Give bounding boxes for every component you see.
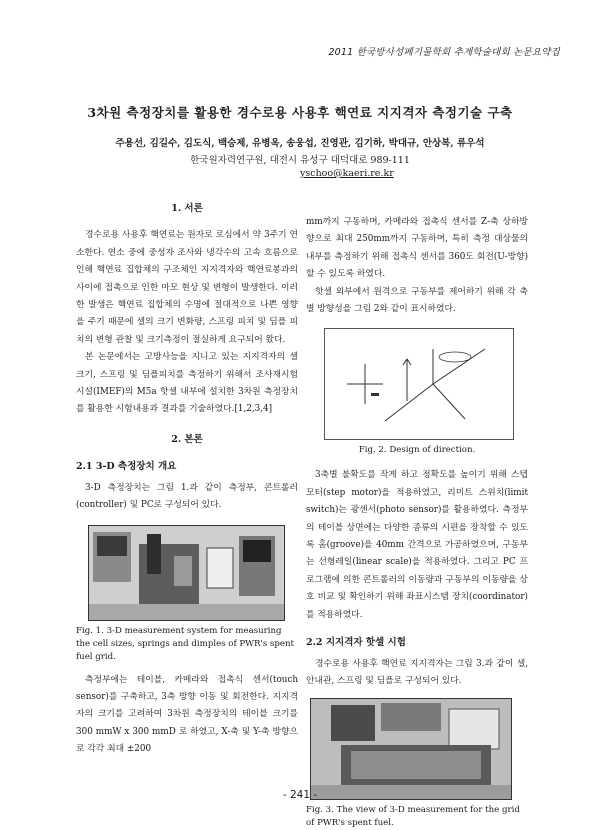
hotcell-grid-image <box>311 699 511 799</box>
grid-paragraph: 경수로용 사용후 핵연료 지지격자는 그림 3.과 같이 셀, 안내관, 스프링 및 딤플로 구성되어 있다. <box>306 658 528 686</box>
figure-3-photo <box>310 698 512 800</box>
left-column <box>76 196 298 759</box>
figure-1-photo <box>88 525 285 621</box>
proceedings-header: 2011 한국방사성폐기물학회 추계학술대회 논문요약집 <box>328 47 560 58</box>
author-list: 주용선, 김길수, 김도식, 백승제, 유병옥, 송웅섭, 진영관, 김기하, 박대규, 안상복, 류우석 <box>115 138 485 149</box>
paper-title: 3차원 측정장치를 활용한 경수로용 사용후 핵연료 지지격자 측정기술 구축 <box>87 105 513 120</box>
measurement-system-image <box>89 526 284 620</box>
page-number: - 241 - <box>282 789 318 801</box>
author-email[interactable]: yschoo@kaeri.re.kr <box>300 168 394 179</box>
figure-2-caption: Fig. 2. Design of direction. <box>358 445 476 456</box>
figure-2-diagram <box>324 328 514 440</box>
intro-paragraph-2: 본 논문에서는 고방사능을 지니고 있는 지지격자의 셀 크기, 스프링 및 딤플피치를 측정하기 위해서 조사재시험시설(IMEF)의 M5a 핫셀 내부에 설치한 3차원 측정장치를 활용한 시험내용과 결과를 기술하였다.[1,2,3,4] <box>76 352 298 415</box>
subsection-2-2-heading: 2.2 지지격자 핫셀 시험 <box>306 637 406 649</box>
right-column <box>306 214 528 830</box>
section-1-heading: 1. 서론 <box>171 203 203 214</box>
section-2-heading: 2. 본론 <box>171 433 203 445</box>
subsection-2-1-heading: 2.1 3-D 측정장치 개요 <box>76 461 177 473</box>
affiliation: 한국원자력연구원, 대전시 유성구 대덕대로 989-111 <box>190 155 410 166</box>
overview-paragraph: 3-D 측정장치는 그림 1.과 같이 측정부, 콘트롤러(controller) 및 PC로 구성되어 있다. <box>76 482 298 511</box>
direction-paragraph: 핫셀 외부에서 원격으로 구동부를 제어하기 위해 각 축별 방향성을 그림 2와 같이 표시하였다. <box>306 286 528 315</box>
measurement-unit-paragraph: 측정부에는 테이블, 카메라와 접촉식 센서(touch sensor)를 구축하고, 3축 방향 이동 및 회전한다. 지지격자의 크기를 고려하여 3차원 측정장치의 테이블 크기를 300 mmW x 300 mmD 로 하였고, X-축 및 Y-축 방향으로 각각 최대 ±200 <box>76 674 298 755</box>
intro-paragraph-1: 경수로용 사용후 핵연료는 원자로 로심에서 약 3주기 연소한다. 연소 중에 중성자 조사와 냉각수의 고속 흐름으로 인해 핵연료 집합체의 구조체인 지지격자와 핵연료봉과의 사이에 접촉으로 인한 마모 현상 및 변형이 발생한다. 이러한 발생은 핵연료 집합체의 수명에 절대적으로 나쁜 영향을 주기 때문에 셀의 크기 변화량, 스프링 피치 및 딤플 피치의 변형 관찰 및 크기측정이 절실하게 요구되어 왔다. <box>76 230 298 345</box>
direction-diagram <box>325 329 513 439</box>
figure-1-caption: Fig. 1. 3-D measurement system for measuring the cell sizes, springs and dimples of PWR's spent fuel grid. <box>76 625 294 662</box>
accuracy-paragraph: 3축별 불확도를 작게 하고 정확도를 높이기 위해 스텝 모터(step motor)을 적용하였고, 리미트 스위치(limit switch)는 광센서(photo sensor)를 활용하였다. 측정부의 테이블 상면에는 다양한 종류의 시편을 장착할 수 있도록 홈(groove)을 40mm 간격으로 가공하였으며, 구동부는 선형레일(linear scale)을 적용하였다. 그리고 PC 프로그램에 의한 콘트롤러의 이동량과 구동부의 이동량을 상호 비교 및 확인하기 위해 좌표시스템 장치(coordinator)를 적용하였다. <box>306 470 528 620</box>
drive-paragraph: mm까지 구동하며, 카메라와 접촉식 센서를 Z-축 상하방향으로 최대 250mm까지 구동하며, 특히 측정 대상물의 내부를 측정하기 위해 접촉식 센서를 360도 회전(U-방향)할 수 있도록 하였다. <box>306 217 528 280</box>
figure-3-caption: Fig. 3. The view of 3-D measurement for the grid of PWR's spent fuel. <box>306 805 520 829</box>
